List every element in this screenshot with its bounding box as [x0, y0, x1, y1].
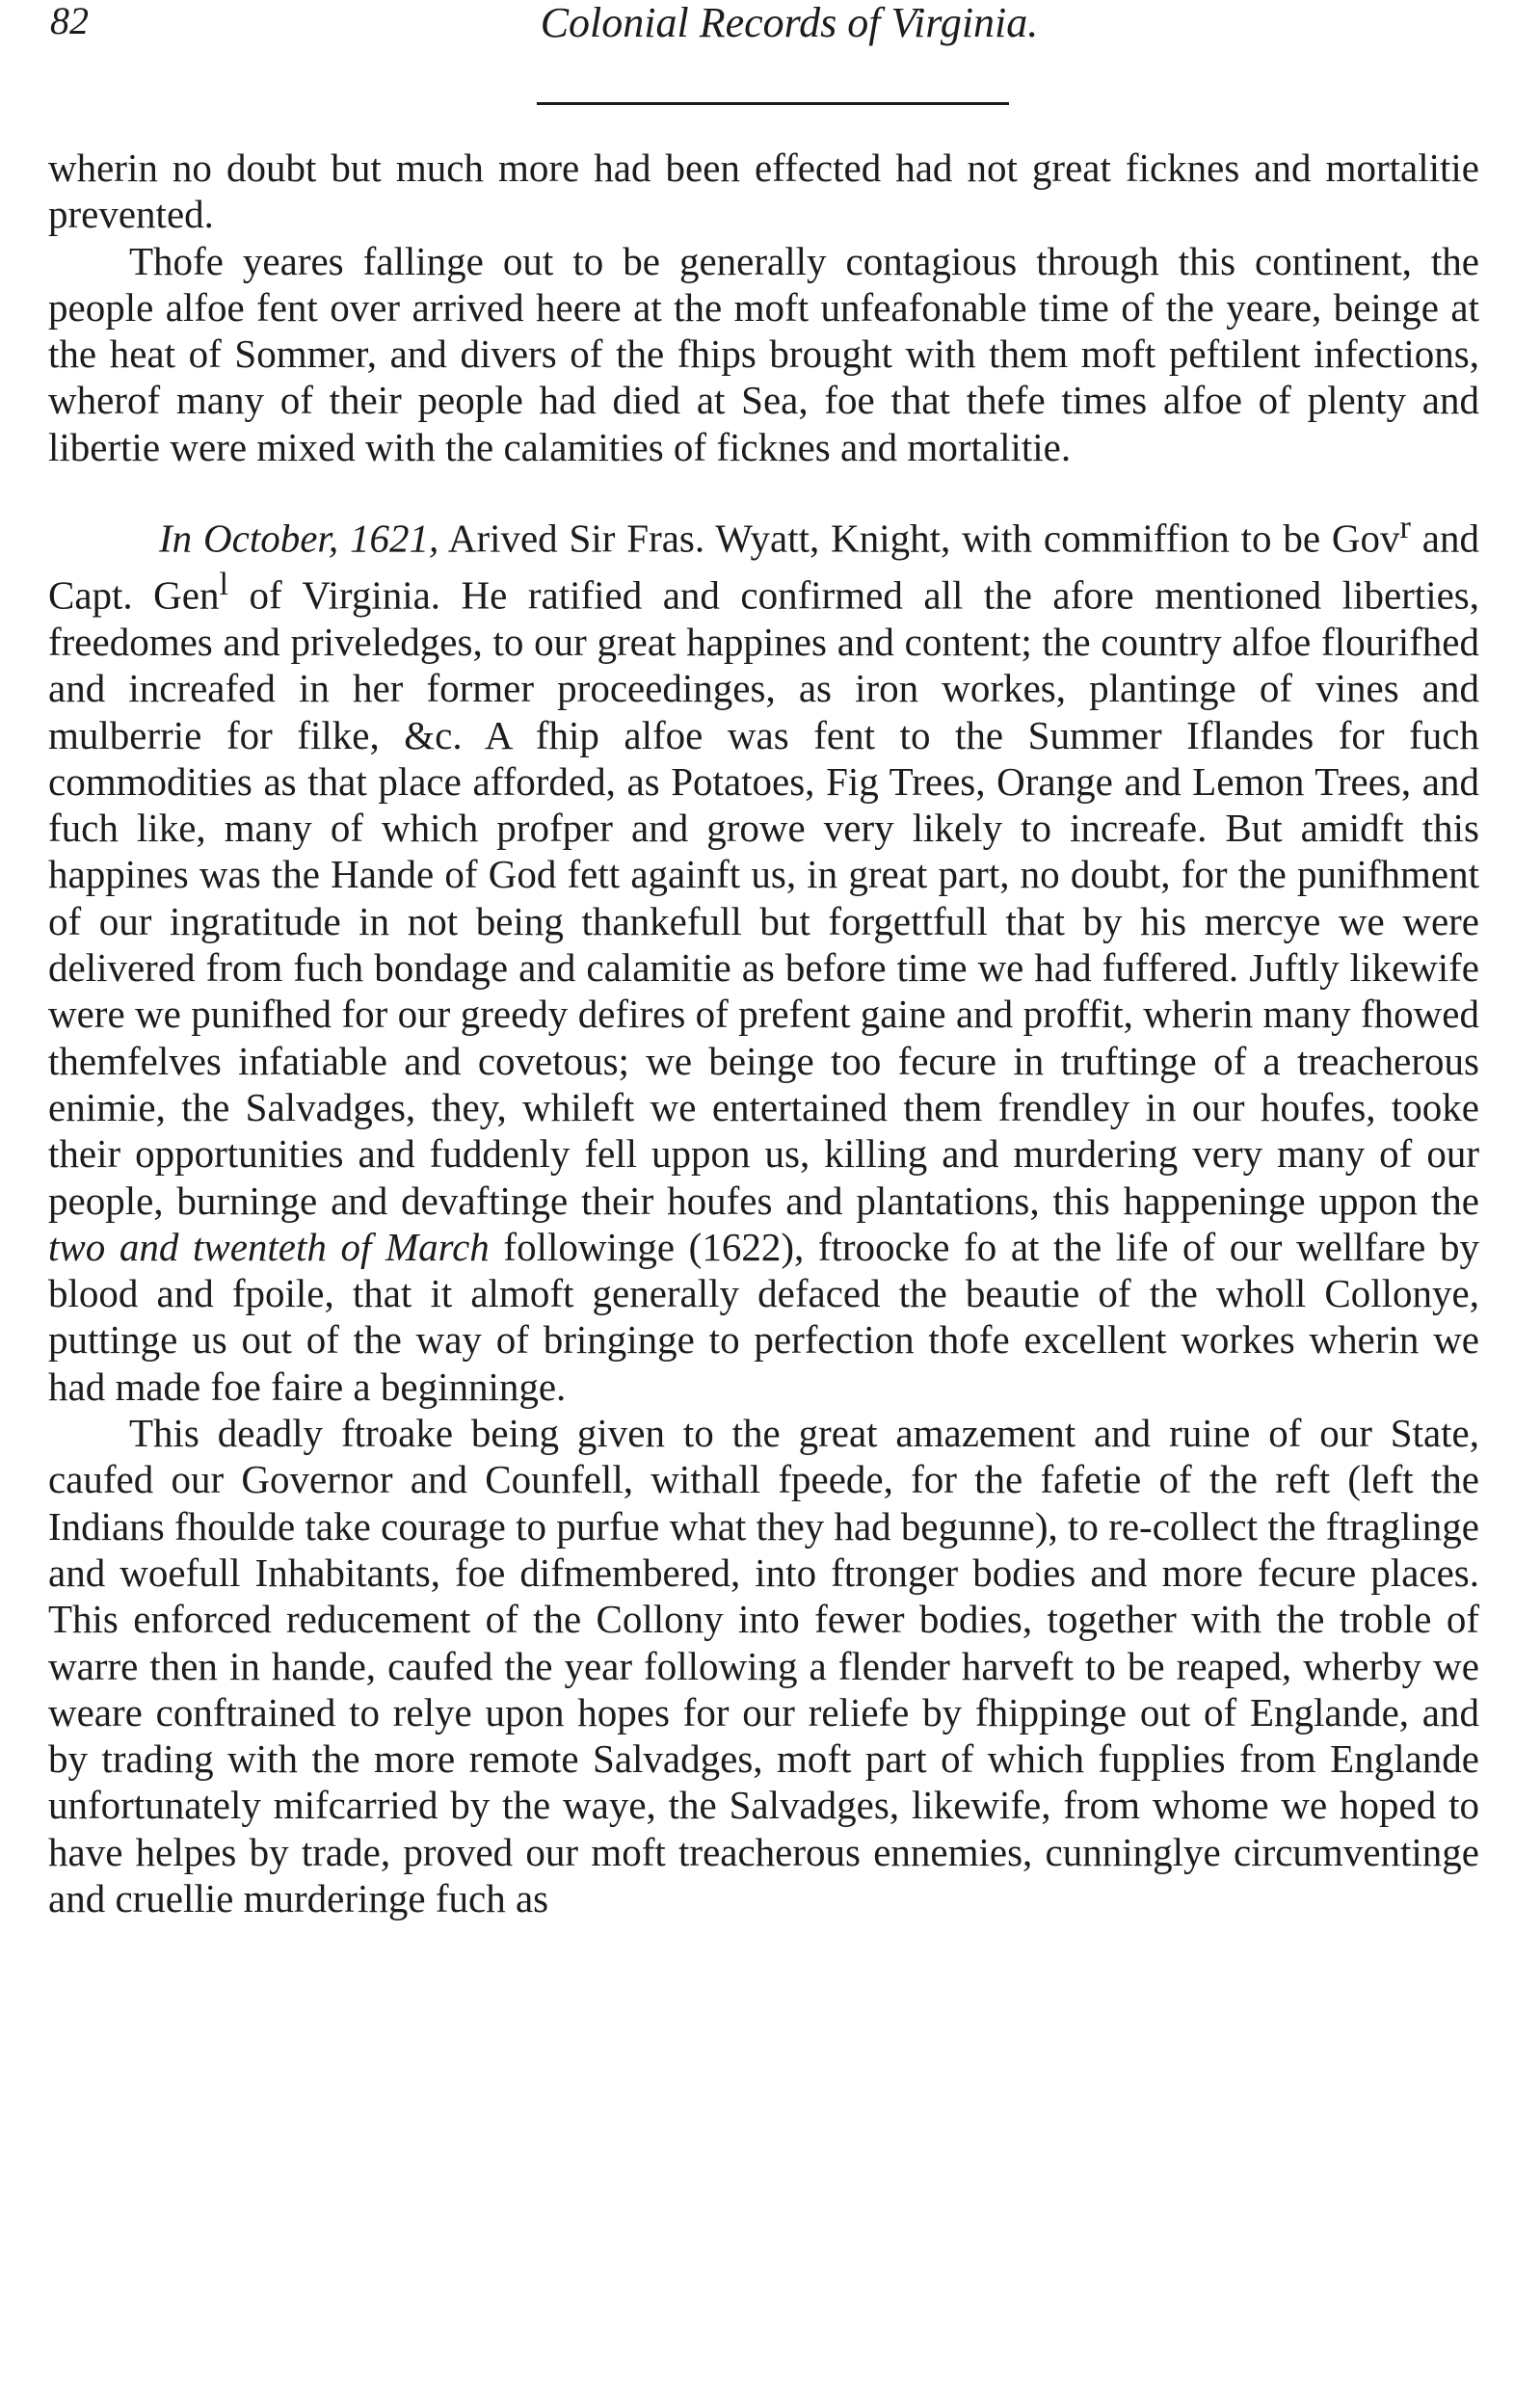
paragraph-continued: wherin no doubt but much more had been effected had not great ficknes and mortalitie prevented.: [48, 146, 1479, 237]
paragraph-contagion: Thofe yeares fallinge out to be generally contagious through this continent, the people alfoe fent over arrived heere at the moft unfeafonable time of the yeare, beinge at the heat of Sommer, and divers of the fhips brought with them moft peftilent infections, wherof many of their people had died at Sea, foe that thefe times alfoe of plenty and libertie were mixed with the calamities of ficknes and mortalitie.: [48, 238, 1479, 469]
running-head: [0, 0, 1540, 67]
superscript-r: r: [1399, 510, 1411, 546]
header-rule: [537, 102, 1009, 105]
paragraph-wyatt-text-a: Arived Sir Fras. Wyatt, Knight, with commiffion to be Gov: [438, 516, 1400, 561]
page-number: 82: [50, 0, 89, 42]
date-phrase: In October, 1621,: [159, 516, 439, 561]
superscript-l: l: [219, 567, 228, 603]
date-phrase-march: two and twenteth of March: [48, 1224, 490, 1269]
paragraph-deadly-stroke: This deadly ftroake being given to the great amazement and ruine of our State, caufed our Governor and Counfell, withall fpeede, for the fafetie of the reft (left the Indians fhoulde take courage to purfue what they had begunne), to re-collect the ftraglinge and woefull Inhabitants, foe difmembered, into ftronger bodies and more fecure places. This enforced reducement of the Collony into fewer bodies, together with the troble of warre then in hande, caufed the year following a flender harveft to be reaped, wherby we weare conftrained to relye upon hopes for our reliefe by fhippinge out of Englande, and by trading with the more remote Salvadges, moft part of which fupplies from Englande unfortunately mifcarried by the waye, the Salvadges, likewife, from whome we hoped to have helpes by trade, proved our moft treacherous ennemies, cunninglye circumventinge and cruellie murderinge fuch as: [48, 1411, 1479, 1920]
running-title: Colonial Records of Virginia.: [540, 0, 1039, 46]
paragraph-wyatt-text-b: and Capt. Gen: [48, 516, 1479, 618]
paragraph-wyatt: [48, 505, 1479, 1410]
paragraph-wyatt-text-d: followinge (1622), ftroocke fo at the life of our wellfare by blood and fpoile, that it almoft generally defaced the beautie of the wholl Collonye, puttinge us out of the way of bringinge to perfection thofe excellent workes wherin we had made foe faire a beginninge.: [48, 1224, 1479, 1409]
paragraph-wyatt-text-c: of Virginia. He ratified and confirmed all the afore mentioned liberties, freedomes and priveledges, to our great happines and content; the country alfoe flourifhed and increafed in her former proceedinges, as iron workes, plantinge of vines and mulberrie for filke, &c. A fhip alfoe was fent to the Summer Iflandes for fuch commodities as that place afforded, as Potatoes, Fig Trees, Orange and Lemon Trees, and fuch like, many of which profper and growe very likely to increafe. But amidft this happines was the Hande of God fett againft us, in great part, no doubt, for the punifhment of our ingratitude in not being thankefull but forgettfull that by his mercye we were delivered from fuch bondage and calamitie as before time we had fuffered. Juftly likewife were we punifhed for our greedy defires of prefent gaine and proffit, wherin many fhowed themfelves infatiable and covetous; we beinge too fecure in truftinge of a treacherous enimie, the Salvadges, they, whileft we entertained them frendley in our houfes, tooke their opportunities and fuddenly fell uppon us, killing and murdering very many of our people, burninge and devaftinge their houfes and plantations, this happeninge uppon the: [48, 572, 1479, 1223]
body-text: [48, 145, 1479, 1921]
